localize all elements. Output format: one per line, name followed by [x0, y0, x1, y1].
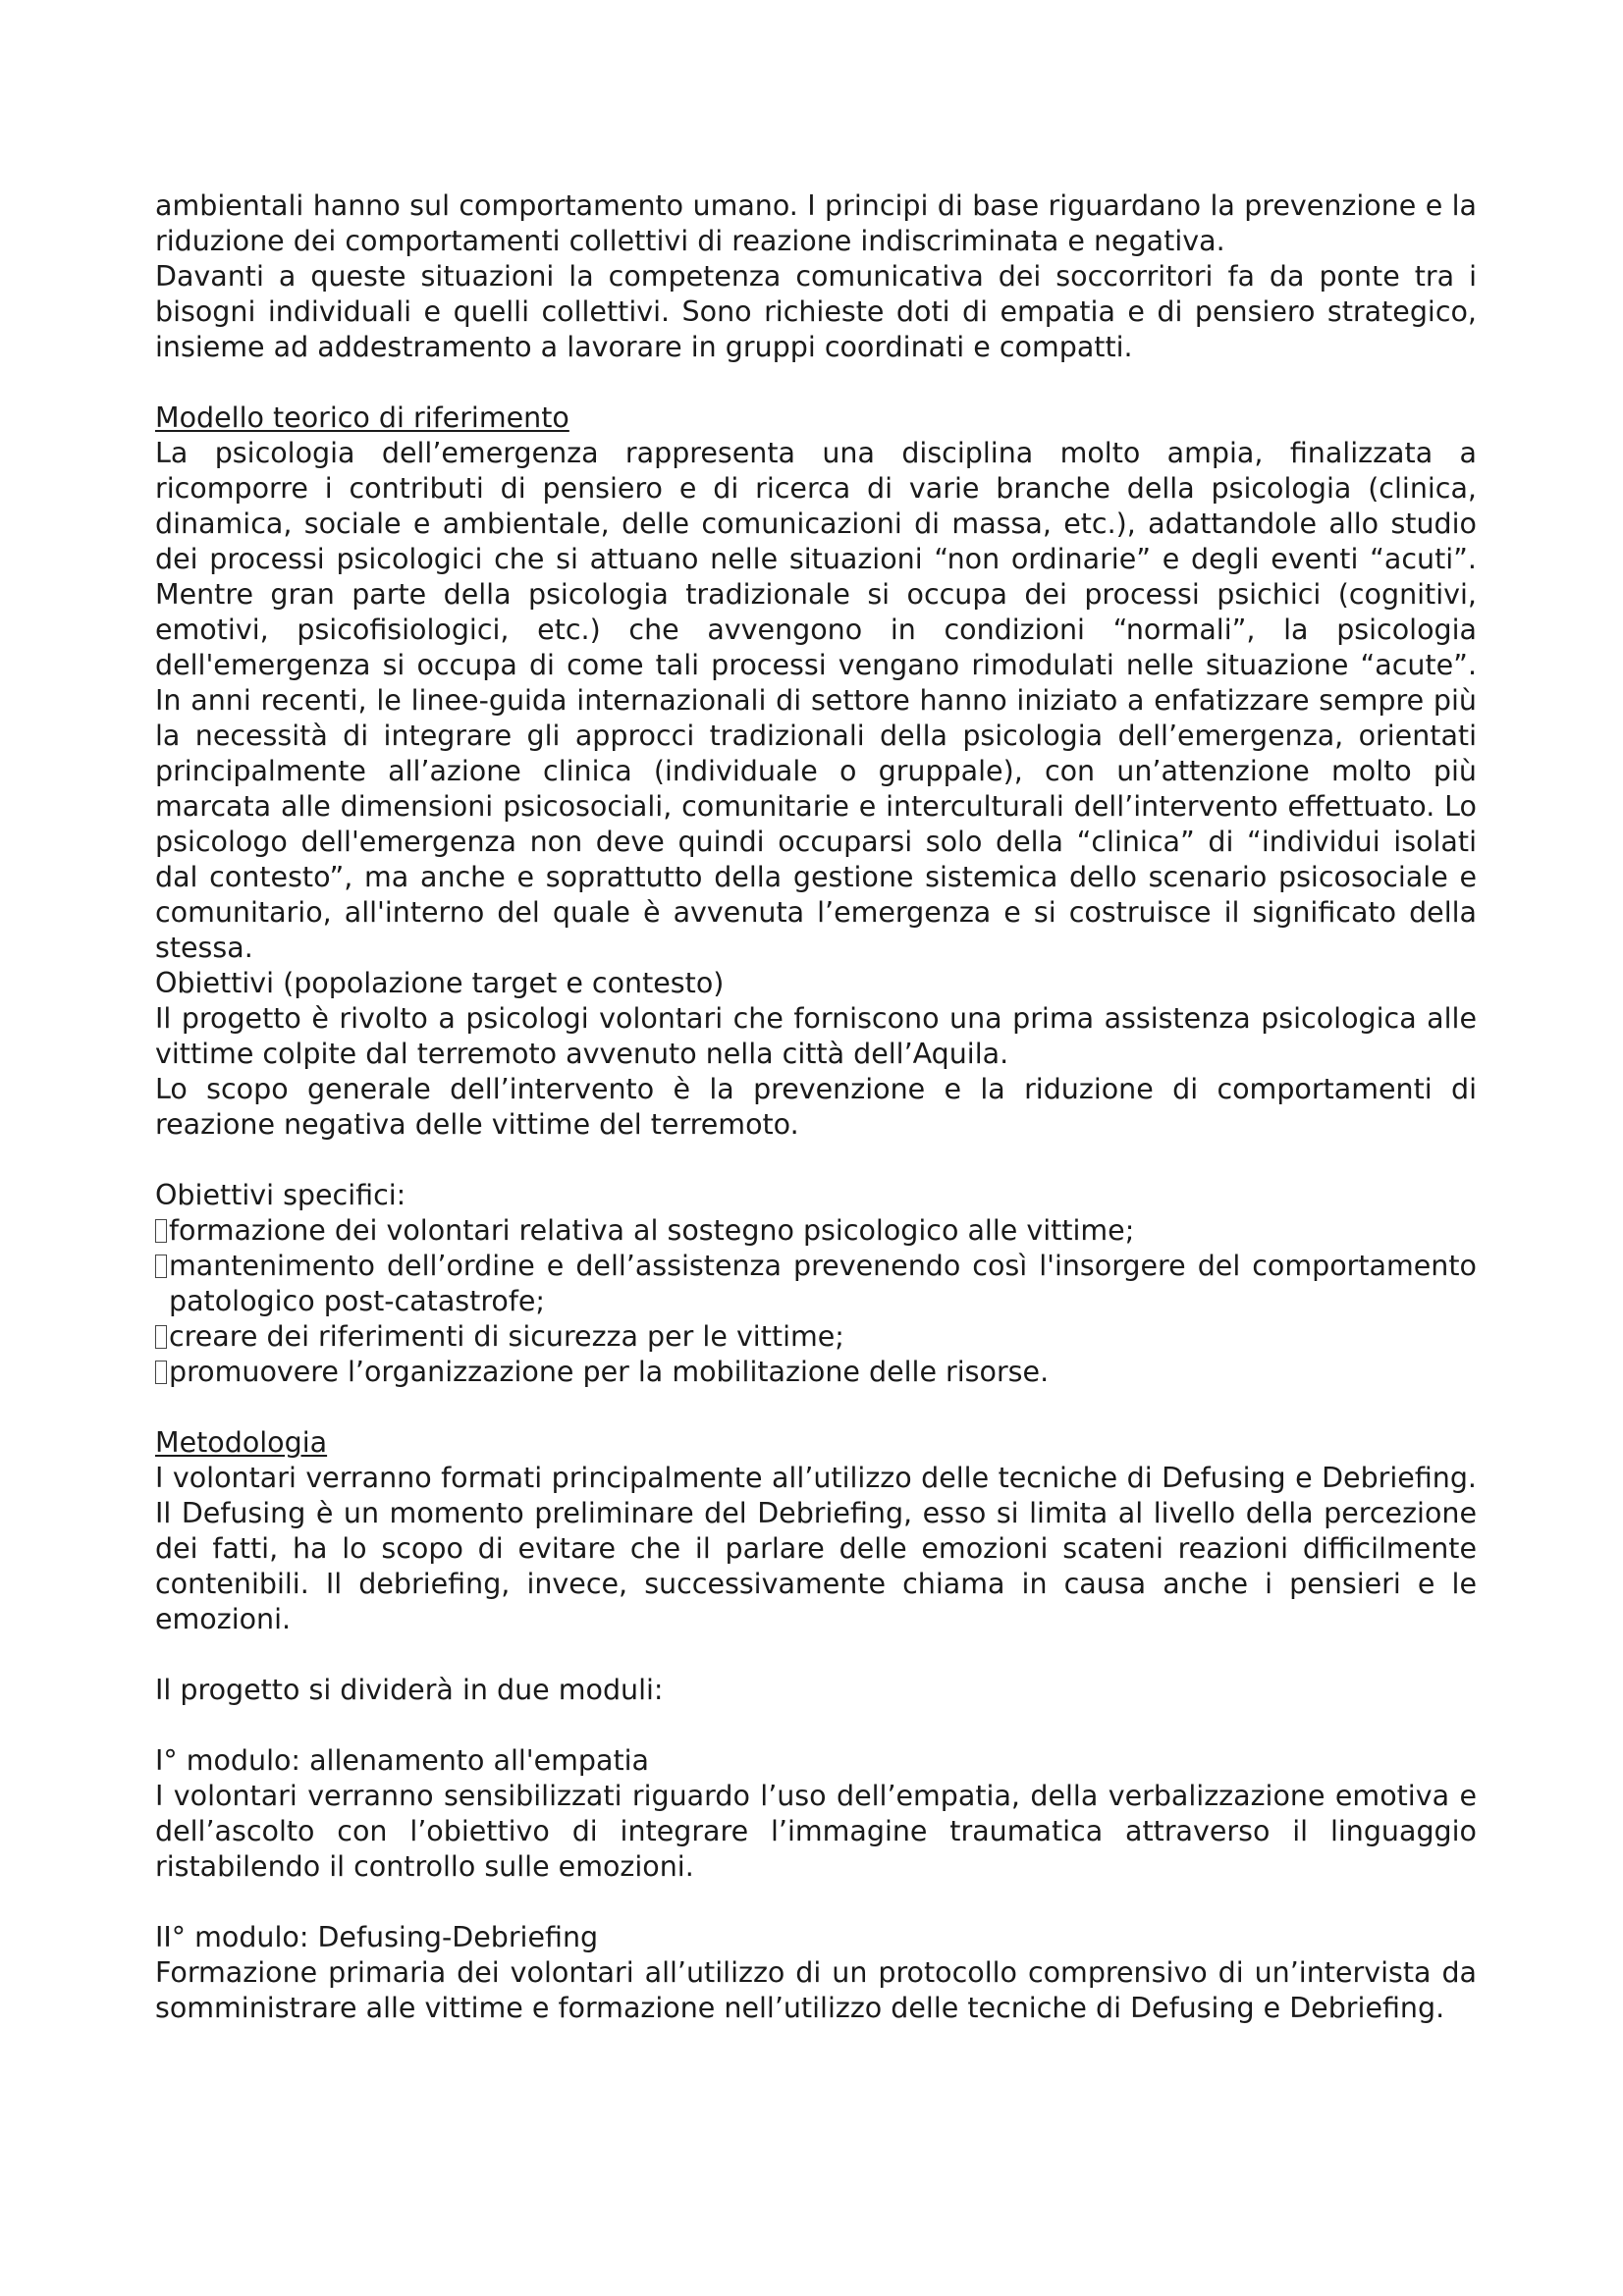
- document-page: [155, 188, 1477, 2026]
- modulo1-heading: I° modulo: allenamento all'empatia: [155, 1744, 650, 1777]
- list-item-text: mantenimento dell’ordine e dell’assistenza prevenendo così l'insorgere del comportamento patologico post-catastrofe;: [169, 1250, 1477, 1317]
- spacer: [155, 1390, 1477, 1425]
- obiettivi-heading: Obiettivi (popolazione target e contesto): [155, 967, 725, 999]
- bullet-box-icon: [155, 1361, 167, 1384]
- obiettivi-paragraph-2: Lo scopo generale dell’intervento è la prevenzione e la riduzione di comportamenti di reazione negativa delle vittime del terremoto.: [155, 1073, 1477, 1141]
- list-item-text: formazione dei volontari relativa al sostegno psicologico alle vittime;: [169, 1214, 1135, 1247]
- spacer: [155, 1143, 1477, 1178]
- modello-heading-line: [155, 400, 1477, 436]
- bullet-box-icon: [155, 1255, 167, 1278]
- bullet-box-icon: [155, 1325, 167, 1349]
- spacer: [155, 1708, 1477, 1743]
- bullet-box-icon: [155, 1219, 167, 1243]
- spacer: [155, 1637, 1477, 1673]
- list-item: [155, 1213, 1477, 1249]
- modulo1-body: I volontari verranno sensibilizzati riguardo l’uso dell’empatia, della verbalizzazione emotiva e dell’ascolto con l’obiettivo di integrare l’immagine traumatica attraverso il linguaggio ristabilendo il controllo sulle emozioni.: [155, 1780, 1477, 1883]
- spacer: [155, 1885, 1477, 1920]
- metodologia-heading: Metodologia: [155, 1426, 328, 1459]
- obiettivi-paragraph-1: Il progetto è rivolto a psicologi volontari che forniscono una prima assistenza psicologica alle vittime colpite dal terremoto avvenuto nella città dell’Aquila.: [155, 1002, 1477, 1070]
- metodologia-body: I volontari verranno formati principalmente all’utilizzo delle tecniche di Defusing e Debriefing. Il Defusing è un momento preliminare del Debriefing, esso si limita al livello della percezione dei fatti, ha lo scopo di evitare che il parlare delle emozioni scateni reazioni difficilmente contenibili. Il debriefing, invece, successivamente chiama in causa anche i pensieri e le emozioni.: [155, 1462, 1477, 1635]
- modello-heading: Modello teorico di riferimento: [155, 401, 569, 434]
- list-item: [155, 1355, 1477, 1390]
- list-item-text: creare dei riferimenti di sicurezza per le vittime;: [169, 1320, 844, 1353]
- intro-paragraph-2: Davanti a queste situazioni la competenza comunicativa dei soccorritori fa da ponte tra i bisogni individuali e quelli collettivi. Sono richieste doti di empatia e di pensiero strategico, insieme ad addestramento a lavorare in gruppi coordinati e compatti.: [155, 260, 1477, 363]
- intro-paragraph-1: ambientali hanno sul comportamento umano. I principi di base riguardano la prevenzione e la riduzione dei comportamenti collettivi di reazione indiscriminata e negativa.: [155, 189, 1477, 257]
- list-item: [155, 1249, 1477, 1319]
- modulo2-heading: II° modulo: Defusing-Debriefing: [155, 1921, 599, 1953]
- metodologia-heading-line: [155, 1425, 1477, 1461]
- modulo2-body: Formazione primaria dei volontari all’utilizzo di un protocollo comprensivo di un’intervista da somministrare alle vittime e formazione nell’utilizzo delle tecniche di Defusing e Debriefing.: [155, 1956, 1477, 2024]
- spacer: [155, 365, 1477, 400]
- moduli-intro: Il progetto si dividerà in due moduli:: [155, 1674, 664, 1706]
- list-item: [155, 1319, 1477, 1355]
- modello-body: La psicologia dell’emergenza rappresenta una disciplina molto ampia, finalizzata a ricomporre i contributi di pensiero e di ricerca di varie branche della psicologia (clinica, dinamica, sociale e ambientale, delle comunicazioni di massa, etc.), adattandole allo studio dei processi psicologici che si attuano nelle situazioni “non ordinarie” e degli eventi “acuti”. Mentre gran parte della psicologia tradizionale si occupa dei processi psichici (cognitivi, emotivi, psicofisiologici, etc.) che avvengono in condizioni “normali”, la psicologia dell'emergenza si occupa di come tali processi vengano rimodulati nelle situazione “acute”. In anni recenti, le linee-guida internazionali di settore hanno iniziato a enfatizzare sempre più la necessità di integrare gli approcci tradizionali della psicologia dell’emergenza, orientati principalmente all’azione clinica (individuale o gruppale), con un’attenzione molto più marcata alle dimensioni psicosociali, comunitarie e interculturali dell’intervento effettuato. Lo psicologo dell'emergenza non deve quindi occuparsi solo della “clinica” di “individui isolati dal contesto”, ma anche e soprattutto della gestione sistemica dello scenario psicosociale e comunitario, all'interno del quale è avvenuta l’emergenza e si costruisce il significato della stessa.: [155, 437, 1477, 964]
- list-item-text: promuovere l’organizzazione per la mobilitazione delle risorse.: [169, 1356, 1050, 1388]
- specifici-heading: Obiettivi specifici:: [155, 1179, 406, 1211]
